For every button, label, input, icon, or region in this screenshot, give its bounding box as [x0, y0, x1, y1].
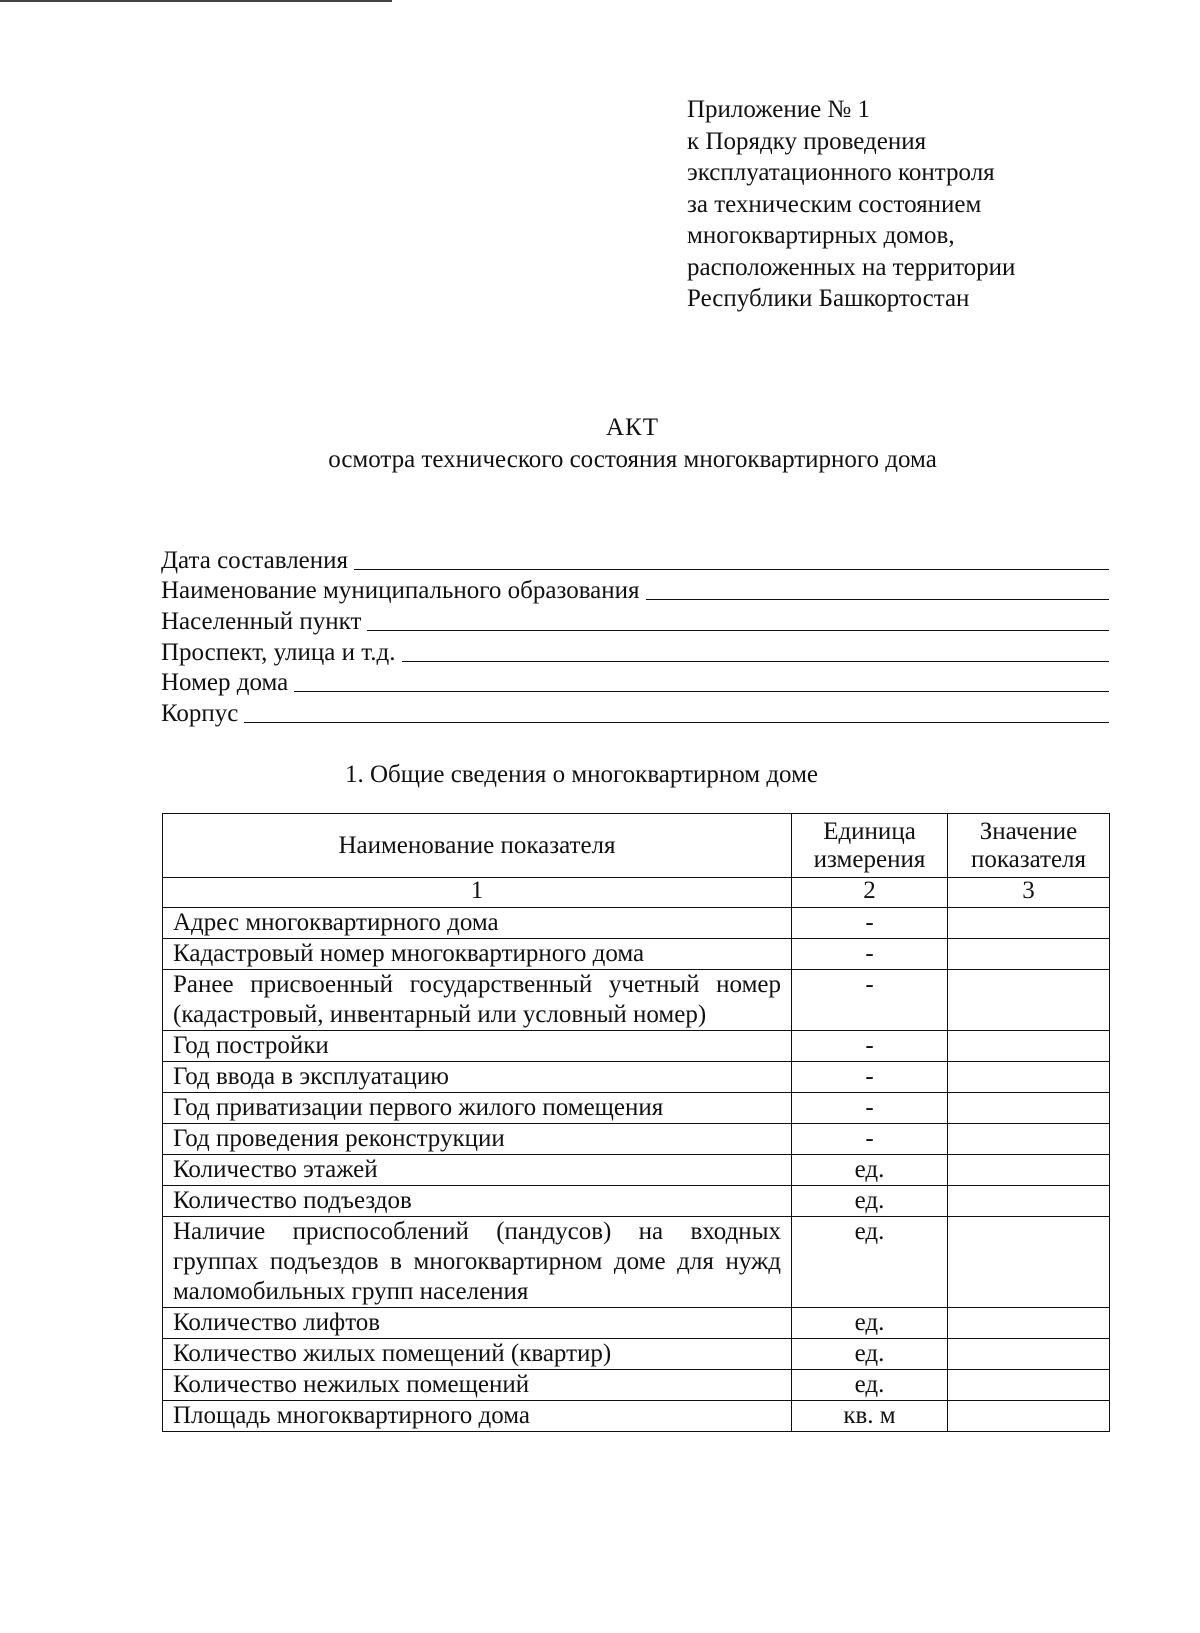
page-edge-line	[0, 0, 392, 2]
fill-in-line	[402, 660, 1110, 662]
unit-cell: ед.	[792, 1370, 948, 1401]
value-cell	[948, 1155, 1110, 1186]
value-cell	[948, 1186, 1110, 1217]
unit-cell: -	[792, 908, 948, 939]
field-locality	[161, 605, 1109, 636]
fill-in-line	[244, 721, 1109, 723]
fill-in-line	[367, 629, 1109, 631]
unit-cell: ед.	[792, 1308, 948, 1339]
field-house-number	[161, 667, 1109, 698]
field-building	[161, 697, 1109, 728]
column-number-row	[163, 878, 1110, 908]
table-header: Значение показателя	[948, 814, 1110, 878]
field-label: Населенный пункт	[161, 608, 362, 636]
field-label: Проспект, улица и т.д.	[161, 638, 396, 666]
appendix-line: к Порядку проведения	[687, 127, 927, 155]
value-cell	[948, 1339, 1110, 1370]
indicator-name-cell: Год приватизации первого жилого помещения	[163, 1093, 792, 1124]
indicator-name-cell: Количество нежилых помещений	[163, 1370, 792, 1401]
indicator-name-cell: Количество подъездов	[163, 1186, 792, 1217]
table-row	[163, 1401, 1110, 1432]
unit-cell: ед.	[792, 1186, 948, 1217]
value-cell	[948, 1031, 1110, 1062]
appendix-line: расположенных на территории	[687, 253, 1016, 281]
unit-cell: -	[792, 1031, 948, 1062]
indicator-name-cell: Ранее присвоенный государственный учетный номер (кадастровый, инвентарный или условный номер)	[163, 970, 792, 1031]
unit-cell: ед.	[792, 1339, 948, 1370]
appendix-header	[687, 94, 1015, 315]
appendix-line: Республики Башкортостан	[687, 285, 970, 312]
table-row	[163, 1308, 1110, 1339]
unit-cell: -	[792, 939, 948, 970]
field-street	[161, 636, 1109, 667]
value-cell	[948, 1401, 1110, 1432]
section-title: 1. Общие сведения о многоквартирном доме	[345, 761, 818, 788]
indicator-name-cell: Год постройки	[163, 1031, 792, 1062]
indicator-name-cell: Количество этажей	[163, 1155, 792, 1186]
value-cell	[948, 1217, 1110, 1308]
unit-cell: -	[792, 1124, 948, 1155]
fill-in-line	[294, 690, 1109, 692]
appendix-line: Приложение № 1	[687, 96, 871, 123]
field-date	[161, 544, 1109, 575]
table-header: Единица измерения	[792, 814, 948, 878]
table-row	[163, 1370, 1110, 1401]
table-row	[163, 1093, 1110, 1124]
general-info-table-wrap	[162, 813, 1110, 1432]
value-cell	[948, 1062, 1110, 1093]
unit-cell: -	[792, 970, 948, 1031]
unit-cell: ед.	[792, 1155, 948, 1186]
indicator-name-cell: Адрес многоквартирного дома	[163, 908, 792, 939]
fill-in-line	[646, 598, 1109, 600]
value-cell	[948, 908, 1110, 939]
unit-cell: -	[792, 1093, 948, 1124]
field-label: Дата составления	[161, 546, 349, 574]
table-row	[163, 1155, 1110, 1186]
unit-cell: кв. м	[792, 1401, 948, 1432]
table-row	[163, 1124, 1110, 1155]
act-fields	[161, 544, 1109, 728]
field-label: Наименование муниципального образования	[161, 577, 640, 605]
table-row	[163, 970, 1110, 1031]
field-label: Корпус	[161, 700, 239, 728]
value-cell	[948, 970, 1110, 1031]
indicator-name-cell: Количество жилых помещений (квартир)	[163, 1339, 792, 1370]
table-row	[163, 908, 1110, 939]
table-row	[163, 939, 1110, 970]
fill-in-line	[354, 568, 1109, 570]
indicator-name-cell: Количество лифтов	[163, 1308, 792, 1339]
appendix-line: эксплуатационного контроля	[687, 159, 995, 186]
table-header: Наименование показателя	[163, 814, 792, 878]
value-cell	[948, 1308, 1110, 1339]
table-row	[163, 1217, 1110, 1308]
indicator-name-cell: Год проведения реконструкции	[163, 1124, 792, 1155]
column-number: 3	[948, 878, 1110, 908]
value-cell	[948, 939, 1110, 970]
appendix-line: за техническим состоянием	[687, 190, 982, 218]
table-row	[163, 1339, 1110, 1370]
general-info-table	[162, 813, 1110, 1432]
indicator-name-cell: Кадастровый номер многоквартирного дома	[163, 939, 792, 970]
unit-cell: -	[792, 1062, 948, 1093]
table-row	[163, 1186, 1110, 1217]
table-row	[163, 1062, 1110, 1093]
indicator-name-cell: Наличие приспособлений (пандусов) на входных группах подъездов в многоквартирном доме для нужд маломобильных групп населения	[163, 1217, 792, 1308]
table-row	[163, 1031, 1110, 1062]
value-cell	[948, 1370, 1110, 1401]
indicator-name-cell: Год ввода в эксплуатацию	[163, 1062, 792, 1093]
column-number: 2	[792, 878, 948, 908]
document-title-block	[0, 413, 1200, 476]
appendix-line: многоквартирных домов,	[687, 222, 955, 249]
value-cell	[948, 1124, 1110, 1155]
document-subtitle: осмотра технического состояния многоквартирного дома	[328, 446, 937, 473]
indicator-name-cell: Площадь многоквартирного дома	[163, 1401, 792, 1432]
unit-cell: ед.	[792, 1217, 948, 1308]
column-number: 1	[163, 878, 792, 908]
value-cell	[948, 1093, 1110, 1124]
document-title: АКТ	[606, 414, 659, 441]
field-label: Номер дома	[161, 669, 289, 697]
field-municipality	[161, 575, 1109, 606]
